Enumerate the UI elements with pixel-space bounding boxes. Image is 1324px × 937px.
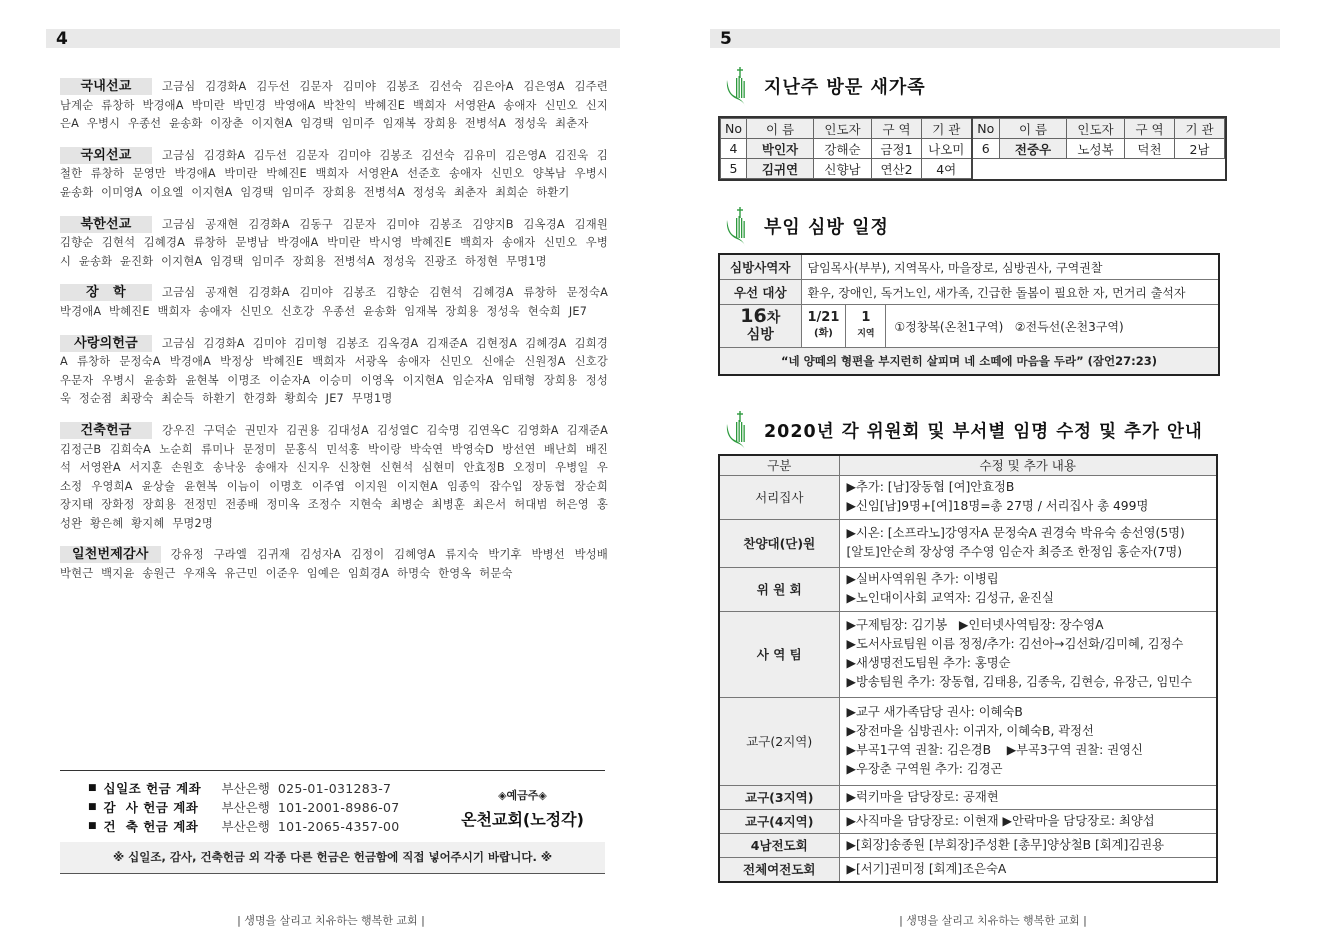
offering-label: 국외선교 bbox=[60, 147, 152, 164]
scripture-quote: “네 양떼의 형편을 부지런히 살피며 네 소떼에 마음을 두라” (잠언27:23) bbox=[719, 348, 1219, 376]
offering-label: 일천번제감사 bbox=[60, 546, 161, 563]
cell-content bbox=[839, 475, 1217, 519]
header-no: No bbox=[721, 119, 747, 139]
offering-north-korea-mission bbox=[60, 216, 608, 272]
footer-slogan: | 생명을 살리고 치유하는 행복한 교회 | bbox=[237, 914, 425, 927]
cell-content bbox=[839, 519, 1217, 567]
account-info-box bbox=[60, 770, 605, 874]
cell-district: 금정1 bbox=[872, 139, 922, 159]
page-number: 5 bbox=[720, 29, 732, 49]
header-group: 기 관 bbox=[922, 119, 972, 139]
account-label: 감 사 헌금 계좌 bbox=[103, 800, 199, 815]
offering-names: 고금심 김경화A 김두선 김문자 김미야 김봉조 김선숙 김유미 김은영A 김진욱 김철한 류창하 문영만 박경애A 박미란 박혜진E 백희자 서영완A 선준호 송애자 신민오 양복남 우병시 윤송화 이미영A 이요엘 이지현A 임경택 임미주 장희용 전병석A 정성욱 최춘자 최희순 하환기 bbox=[60, 148, 608, 199]
cell-category: 교구(2지역) bbox=[719, 697, 839, 785]
section-title-text: 지난주 방문 새가족 bbox=[764, 77, 926, 98]
section-title-visitation bbox=[724, 206, 889, 246]
offering-names: 고금심 김경화A 김두선 김문자 김미야 김봉조 김선숙 김은아A 김은영A 김주련 남계순 류창하 박경애A 박미란 박민경 박영애A 박찬익 박혜진E 백희자 서영완A 송애자 신민오 신지은A 우병시 우종선 윤송화 이장춘 이지현A 임경택 임미주 임재복 장희용 전병석A 정성욱 최춘자 bbox=[60, 80, 608, 131]
account-label: 건 축 헌금 계좌 bbox=[103, 819, 199, 834]
header-group: 기 관 bbox=[1175, 119, 1225, 139]
cell-category: 4남전도회 bbox=[719, 833, 839, 857]
depositor-label: ◈예금주◈ bbox=[498, 789, 547, 802]
table-row bbox=[719, 697, 1217, 785]
cell-category: 사 역 팀 bbox=[719, 611, 839, 697]
cell-name: 전중우 bbox=[1000, 139, 1067, 159]
account-bank: 부산은행 bbox=[221, 781, 270, 796]
section-title-appointments bbox=[724, 410, 1203, 450]
content-line: ▶신임[남]9명+[여]18명=총 27명 / 서리집사 총 499명 bbox=[846, 499, 1149, 513]
cell-content bbox=[839, 697, 1217, 785]
content-line: ▶시온: [소프라노]강영자A 문정숙A 권경숙 박유숙 송선영(5명) bbox=[846, 526, 1185, 540]
table-row bbox=[719, 833, 1217, 857]
content-line: ▶방송팀원 추가: 장동협, 김태용, 김종욱, 김현승, 유장근, 임민수 bbox=[846, 675, 1193, 689]
offering-love bbox=[60, 335, 608, 409]
table-header-row bbox=[721, 119, 1225, 139]
page-number-bar bbox=[710, 29, 1280, 48]
offering-names: 강유정 구라엘 김귀재 김성자A 김정이 김혜영A 류지숙 박기후 박병선 박성배 박현근 백지윤 송원근 우재옥 유근민 이준우 임예은 임희경A 하명숙 한영옥 허문숙 bbox=[60, 548, 608, 581]
content-line: ▶새생명전도팀원 추가: 홍명순 bbox=[846, 656, 1011, 670]
zone-label: 지역 bbox=[857, 329, 875, 339]
offering-names: 고금심 김경화A 김미야 김미형 김봉조 김옥경A 김재준A 김현정A 김혜경A 김희경A 류창하 문정숙A 박경애A 박정상 박혜진E 백희자 서광옥 송애자 신민오 신애순 신원정A 신호강 우문자 우병시 윤송화 윤현복 이명조 이순자A 이승미 이영옥 이지현A 임순자A 임태형 장희용 정성욱 정순점 최광숙 최순득 하환기 한경화 황희숙 JE7 무명1명 bbox=[60, 336, 608, 406]
appointments-table bbox=[718, 454, 1218, 883]
header-category: 구분 bbox=[719, 455, 839, 475]
offering-label: 사랑의헌금 bbox=[60, 335, 152, 352]
content-line: ▶[회장]송종원 [부회장]주성환 [총무]양상철B [회계]김권용 bbox=[846, 837, 1164, 852]
header-no: No bbox=[972, 119, 1000, 139]
round-number: 16 bbox=[740, 305, 767, 327]
account-label: 십일조 헌금 계좌 bbox=[103, 781, 202, 796]
account-row-building bbox=[88, 817, 440, 836]
cell-content bbox=[839, 611, 1217, 697]
page-number: 4 bbox=[56, 29, 68, 49]
content-line: [알토]안순희 장상영 주수영 임순자 최증조 한정임 홍순자(7명) bbox=[846, 545, 1183, 559]
date-cell bbox=[801, 305, 846, 348]
account-number: 101-2065-4357-00 bbox=[277, 819, 400, 834]
cell-district: 덕천 bbox=[1125, 139, 1175, 159]
cell-name: 박인자 bbox=[747, 139, 814, 159]
square-bullet-icon: ■ bbox=[88, 783, 97, 793]
cell-group: 2남 bbox=[1175, 139, 1225, 159]
header-district: 구 역 bbox=[872, 119, 922, 139]
content-line: ▶도서사료팀원 이름 정정/추가: 김선아→김선화/김미혜, 김정수 bbox=[846, 637, 1184, 651]
account-row-thanks bbox=[88, 798, 440, 817]
table-header-row bbox=[719, 455, 1217, 475]
content-line: ▶추가: [남]장동협 [여]안효정B bbox=[846, 480, 1015, 494]
cell-content bbox=[839, 809, 1217, 833]
table-row bbox=[719, 348, 1219, 376]
content-line: ▶사직마을 담당장로: 이현재 ▶안락마을 담당장로: 최양섭 bbox=[846, 813, 1155, 828]
content-line: ▶장전마을 심방권사: 이귀자, 이혜숙B, 곽정선 bbox=[846, 724, 1094, 738]
round-cell bbox=[719, 305, 801, 348]
offering-thousand-thanks bbox=[60, 546, 608, 583]
cell-group: 나오미 bbox=[922, 139, 972, 159]
depositor bbox=[440, 779, 605, 836]
offering-label: 북한선교 bbox=[60, 216, 152, 233]
cell-no: 6 bbox=[972, 139, 1000, 159]
header-district: 구 역 bbox=[1125, 119, 1175, 139]
header-name: 이 름 bbox=[1000, 119, 1067, 139]
priority-label: 우선 대상 bbox=[719, 280, 801, 305]
header-name: 이 름 bbox=[747, 119, 814, 139]
content-line: ▶실버사역위원 추가: 이병립 bbox=[846, 572, 999, 586]
cell-content bbox=[839, 857, 1217, 882]
account-list bbox=[88, 779, 440, 836]
section-title-text: 2020년 각 위원회 및 부서별 임명 수정 및 추가 안내 bbox=[764, 421, 1203, 442]
offering-names: 고금심 공재현 김경화A 김미야 김봉조 김향순 김현석 김혜경A 류창하 문정숙A 박경애A 박혜진E 백희자 송애자 신민오 신호강 우종선 윤송화 임재복 장희용 정성욱 현숙희 JE7 bbox=[60, 286, 608, 318]
cell-category: 찬양대(단)원 bbox=[719, 519, 839, 567]
page-5 bbox=[662, 0, 1324, 937]
cell-group: 4여 bbox=[922, 159, 972, 179]
table-row bbox=[719, 254, 1219, 280]
content-line: ▶노인대이사회 교역자: 김성규, 윤진실 bbox=[846, 591, 1054, 605]
church-logo-icon bbox=[724, 66, 750, 106]
account-bank: 부산은행 bbox=[221, 819, 270, 834]
account-number: 025-01-031283-7 bbox=[277, 781, 392, 796]
offering-building bbox=[60, 422, 608, 534]
table-row bbox=[719, 305, 1219, 348]
cell-content bbox=[839, 785, 1217, 809]
cell-no: 5 bbox=[721, 159, 747, 179]
square-bullet-icon: ■ bbox=[88, 821, 97, 831]
cell-guide: 강해순 bbox=[814, 139, 872, 159]
round-suffix: 차 bbox=[766, 310, 781, 326]
header-guide: 인도자 bbox=[814, 119, 872, 139]
table-row bbox=[719, 857, 1217, 882]
cell-no: 4 bbox=[721, 139, 747, 159]
offering-list bbox=[60, 78, 608, 597]
offering-names: 강우진 구덕순 권민자 김권용 김대성A 김성열C 김숙명 김연옥C 김영화A 김재준A 김정근B 김희숙A 노순희 류미나 문정미 문홍식 민석홍 박이랑 박숙연 박영숙D 방선연 배난희 배진석 서영완A 서지훈 손원호 송낙웅 송애자 신지우 신창현 신현석 심현미 안효정B 오정미 우병일 우소정 우영희A 윤상술 윤현복 이늠이 이명호 이주엽 이지원 이지현A 임종익 잡수입 장동협 장순희 장지태 장화정 장희용 전정민 전종배 정미옥 조정수 지현숙 최병순 최병훈 최은서 허대범 허은영 홍성완 황은혜 황지혜 무명2명 bbox=[60, 423, 608, 530]
content-line: ▶우장춘 구역원 추가: 김경곤 bbox=[846, 762, 1003, 776]
staff-value: 담임목사(부부), 지역목사, 마을장로, 심방권사, 구역권찰 bbox=[801, 254, 1219, 280]
visit-list: ①정창복(온천1구역) ②전득선(온천3구역) bbox=[886, 305, 1219, 348]
footer-slogan: | 생명을 살리고 치유하는 행복한 교회 | bbox=[899, 914, 1087, 927]
section-title-text: 부임 심방 일정 bbox=[764, 217, 889, 238]
offering-label: 장 학 bbox=[60, 284, 152, 301]
visitation-table bbox=[718, 253, 1220, 376]
offering-label: 건축헌금 bbox=[60, 422, 152, 439]
cell-guide: 노성복 bbox=[1067, 139, 1125, 159]
table-row bbox=[719, 611, 1217, 697]
content-line: ▶교구 새가족담당 권사: 이혜숙B bbox=[846, 705, 1023, 719]
cell-category: 교구(4지역) bbox=[719, 809, 839, 833]
church-logo-icon bbox=[724, 206, 750, 246]
section-title-new-family bbox=[724, 66, 926, 106]
cell-guide: 신향남 bbox=[814, 159, 872, 179]
table-row bbox=[719, 809, 1217, 833]
round-label: 심방 bbox=[746, 327, 774, 343]
cell-category: 전체여전도회 bbox=[719, 857, 839, 882]
priority-value: 환우, 장애인, 독거노인, 새가족, 긴급한 돌봄이 필요한 자, 먼거리 출석자 bbox=[801, 280, 1219, 305]
cell-name: 김귀연 bbox=[747, 159, 814, 179]
cell-content bbox=[839, 567, 1217, 611]
table-row bbox=[719, 280, 1219, 305]
church-logo-icon bbox=[724, 410, 750, 450]
empty-cell bbox=[972, 159, 1225, 179]
table-row bbox=[719, 475, 1217, 519]
depositor-name: 온천교회(노정각) bbox=[461, 810, 584, 829]
table-row bbox=[721, 139, 1225, 159]
visit-date: 1/21 bbox=[807, 310, 840, 325]
offering-scholarship bbox=[60, 284, 608, 321]
staff-label: 심방사역자 bbox=[719, 254, 801, 280]
offering-names: 고금심 공재현 김경화A 김동구 김문자 김미야 김봉조 김양지B 김옥경A 김재원 김향순 김현석 김혜경A 류창하 문병남 박경애A 박미란 박시영 박혜진E 백희자 송애자 신민오 우병시 윤송화 윤진화 이지현A 임경택 임미주 장희용 전병석A 정성욱 진광조 하정현 무명1명 bbox=[60, 217, 608, 268]
table-row bbox=[719, 519, 1217, 567]
account-bank: 부산은행 bbox=[221, 800, 270, 815]
zone-number: 1 bbox=[861, 310, 871, 325]
account-note: ※ 십일조, 감사, 건축헌금 외 각종 다른 헌금은 헌금함에 직접 넣어주시기 바랍니다. ※ bbox=[60, 842, 605, 874]
account-row-tithe bbox=[88, 779, 440, 798]
account-number: 101-2001-8986-07 bbox=[277, 800, 400, 815]
offering-label: 국내선교 bbox=[60, 78, 152, 95]
offering-domestic-mission bbox=[60, 78, 608, 134]
square-bullet-icon: ■ bbox=[88, 802, 97, 812]
cell-category: 교구(3지역) bbox=[719, 785, 839, 809]
content-line: ▶[서기]권미정 [회계]조은숙A bbox=[846, 861, 1007, 876]
header-content: 수정 및 추가 내용 bbox=[839, 455, 1217, 475]
header-guide: 인도자 bbox=[1067, 119, 1125, 139]
visit-day: (화) bbox=[814, 328, 833, 339]
zone-cell bbox=[846, 305, 886, 348]
table-row bbox=[719, 567, 1217, 611]
page-number-bar bbox=[46, 29, 620, 48]
table-row bbox=[719, 785, 1217, 809]
cell-content bbox=[839, 833, 1217, 857]
cell-category: 위 원 회 bbox=[719, 567, 839, 611]
content-line: ▶구제팀장: 김기봉 ▶인터넷사역팀장: 장수영A bbox=[846, 618, 1104, 632]
new-family-table bbox=[718, 116, 1227, 181]
cell-category: 서리집사 bbox=[719, 475, 839, 519]
offering-foreign-mission bbox=[60, 147, 608, 203]
table-row bbox=[721, 159, 1225, 179]
cell-district: 연산2 bbox=[872, 159, 922, 179]
content-line: ▶럭키마을 담당장로: 공재현 bbox=[846, 789, 999, 804]
content-line: ▶부곡1구역 권찰: 김은경B ▶부곡3구역 권찰: 권영신 bbox=[846, 743, 1143, 757]
